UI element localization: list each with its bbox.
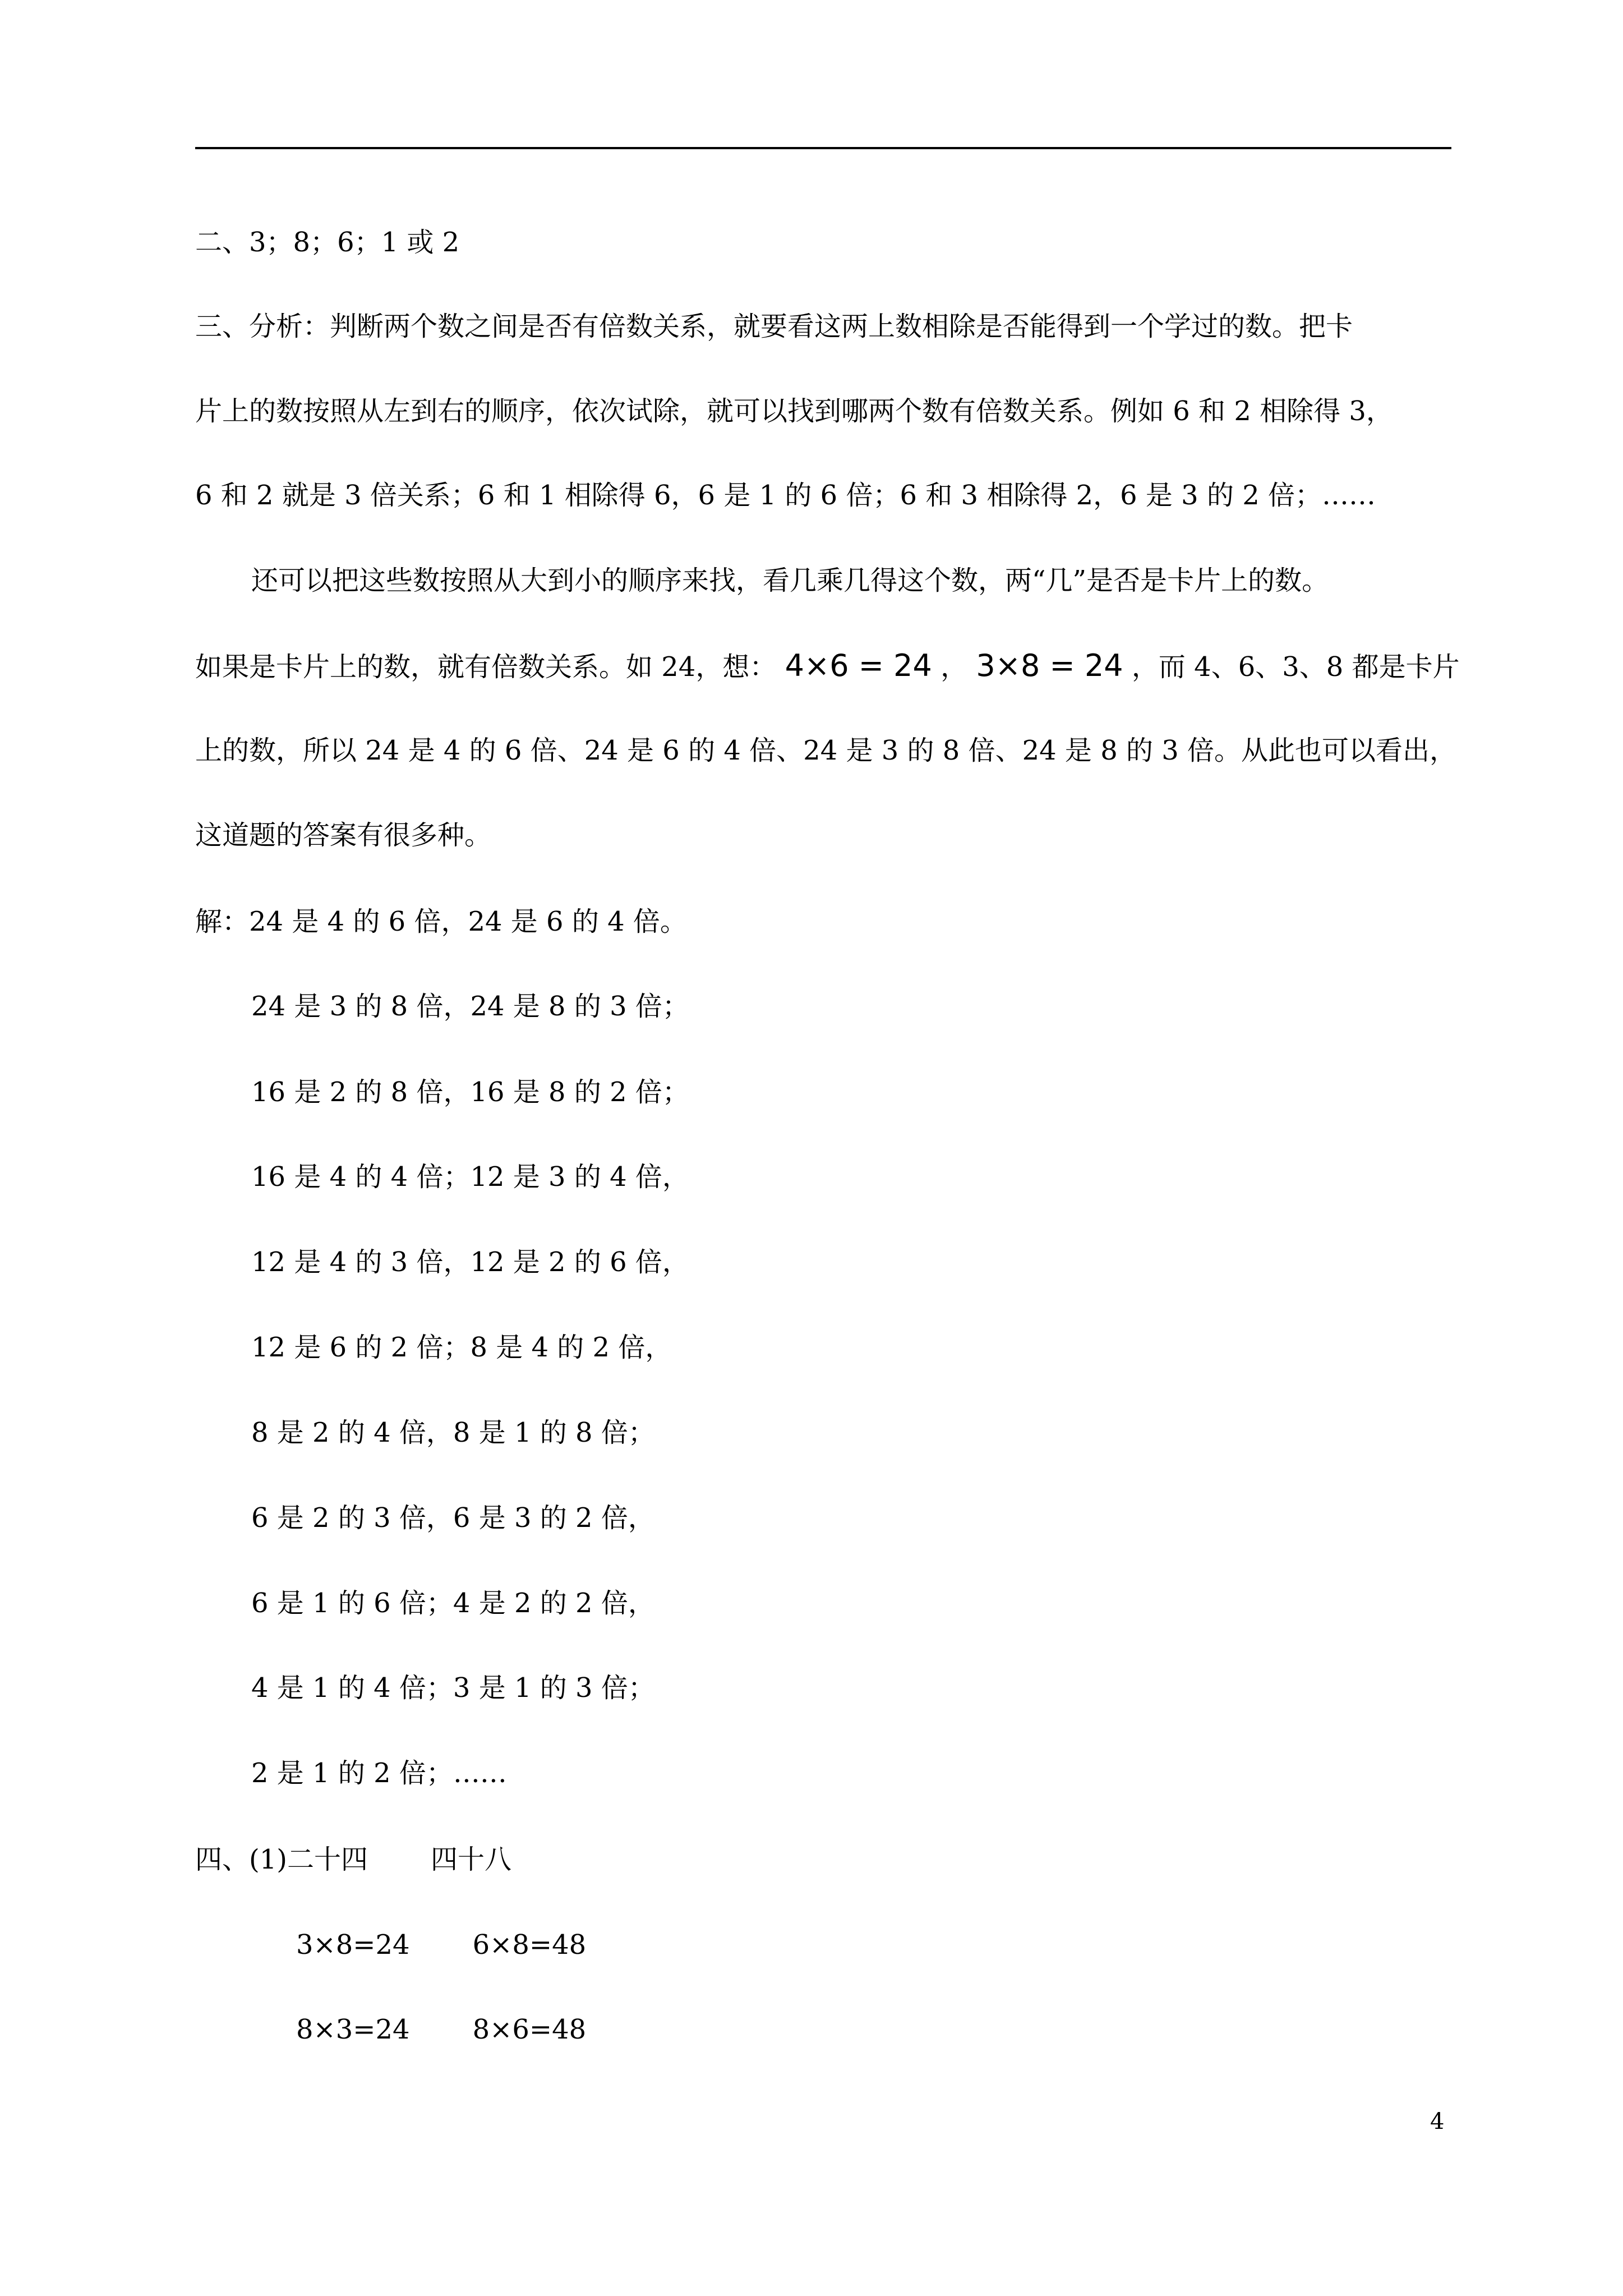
section-san-analysis-line-2: 片上的数按照从左到右的顺序，依次试除，就可以找到哪两个数有倍数关系。例如 6 和 2 相除得 3， (195, 395, 1393, 427)
solution-line: 12 是 6 的 2 倍；8 是 4 的 2 倍， (251, 1332, 672, 1363)
section-san-para2-line-1: 还可以把这些数按照从大到小的顺序来找，看几乘几得这个数，两“几”是否是卡片上的数。 (251, 565, 1329, 596)
si-row1-right: 6×8=48 (472, 1929, 587, 1961)
section-san-para2-line-3: 上的数，所以 24 是 4 的 6 倍、24 是 6 的 4 倍、24 是 3 的 8 倍、24 是 8 的 3 倍。从此也可以看出， (195, 735, 1457, 766)
solution-line: 12 是 4 的 3 倍，12 是 2 的 6 倍， (251, 1246, 689, 1278)
solution-line: 24 是 3 的 8 倍，24 是 8 的 3 倍； (251, 991, 689, 1022)
page-number: 4 (1430, 2109, 1445, 2134)
para2-line2-text-before: 如果是卡片上的数，就有倍数关系。如 24，想： (195, 651, 777, 683)
equation-3x8: 3×8 = 24 (976, 648, 1123, 683)
si-item1-label: 四、(1)二十四 (195, 1844, 368, 1875)
section-si-row-2 (296, 2013, 586, 2046)
section-si-item-1 (195, 1843, 511, 1876)
solution-line: 解：24 是 4 的 6 倍，24 是 6 的 4 倍。 (195, 906, 687, 937)
equation-separator: ， (940, 651, 968, 683)
si-row2-right: 8×6=48 (472, 2014, 587, 2045)
solution-line: 16 是 4 的 4 倍；12 是 3 的 4 倍， (251, 1161, 689, 1193)
section-san-para2-line-4: 这道题的答案有很多种。 (195, 820, 492, 851)
header-rule (195, 147, 1451, 149)
solution-line: 8 是 2 的 4 倍，8 是 1 的 8 倍； (251, 1417, 655, 1448)
si-row2-left: 8×3=24 (296, 2014, 410, 2045)
solution-line: 6 是 1 的 6 倍；4 是 2 的 2 倍， (251, 1588, 655, 1619)
si-row1-left: 3×8=24 (296, 1929, 410, 1961)
section-san-analysis-line-3: 6 和 2 就是 3 倍关系；6 和 1 相除得 6，6 是 1 的 6 倍；6 和 3 相除得 2，6 是 3 的 2 倍；…… (195, 480, 1376, 511)
section-si-row-1 (296, 1928, 586, 1962)
solution-line: 2 是 1 的 2 倍；…… (251, 1757, 507, 1789)
para2-line2-text-after: ，而 4、6、3、8 都是卡片 (1131, 651, 1460, 683)
solution-line: 16 是 2 的 8 倍，16 是 8 的 2 倍； (251, 1076, 689, 1108)
equation-4x6: 4×6 = 24 (785, 648, 932, 683)
solution-line: 4 是 1 的 4 倍；3 是 1 的 3 倍； (251, 1672, 655, 1704)
solution-line: 6 是 2 的 3 倍，6 是 3 的 2 倍， (251, 1502, 655, 1534)
section-san-analysis-line-1: 三、分析：判断两个数之间是否有倍数关系，就要看这两上数相除是否能得到一个学过的数。把卡 (195, 311, 1353, 342)
section-san-para2-line-2 (195, 649, 1460, 684)
section-er: 二、3；8；6；1 或 2 (195, 227, 460, 258)
si-item1-right: 四十八 (431, 1844, 512, 1875)
